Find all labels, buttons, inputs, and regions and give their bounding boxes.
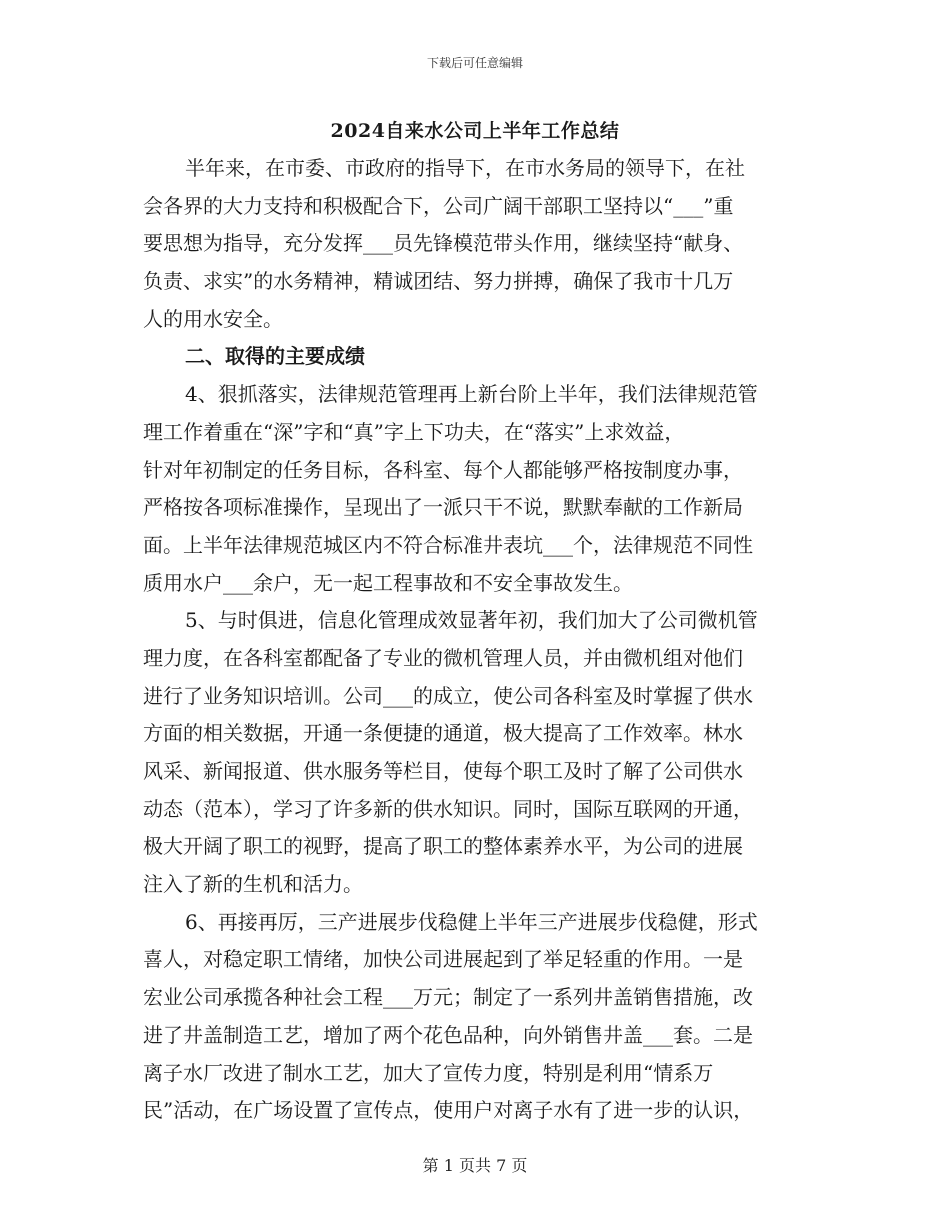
body-line: 进行了业务知识培训。公司___的成立，使公司各科室及时掌握了供水 bbox=[143, 683, 753, 708]
body-line: 离子水厂改进了制水工艺，加大了宣传力度，特别是利用“情系万 bbox=[143, 1060, 714, 1085]
body-line: 5、与时俱进，信息化管理成效显著年初，我们加大了公司微机管 bbox=[185, 608, 758, 633]
body-line: 要思想为指导，充分发挥___员先锋模范带头作用，继续坚持“献身、 bbox=[143, 231, 744, 256]
body-line: 6、再接再厉，三产进展步伐稳健上半年三产进展步伐稳健，形式 bbox=[185, 909, 758, 934]
document-body bbox=[143, 150, 807, 1130]
body-line: 4、狠抓落实，法律规范管理再上新台阶上半年，我们法律规范管 bbox=[185, 382, 758, 407]
body-line: 理力度，在各科室都配备了专业的微机管理人员，并由微机组对他们 bbox=[143, 645, 743, 670]
body-line: 严格按各项标准操作，呈现出了一派只干不说，默默奉献的工作新局 bbox=[143, 495, 743, 520]
body-line: 针对年初制定的任务目标，各科室、每个人都能够严格按制度办事， bbox=[143, 457, 743, 482]
page-number: 第 1 页共 7 页 bbox=[422, 1156, 528, 1175]
document-title: 2024自来水公司上半年工作总结 bbox=[330, 120, 620, 142]
body-line: 极大开阔了职工的视野，提高了职工的整体素养水平，为公司的进展 bbox=[143, 834, 743, 859]
body-line: 喜人，对稳定职工情绪，加快公司进展起到了举足轻重的作用。一是 bbox=[143, 947, 743, 972]
header-note: 下载后可任意编辑 bbox=[426, 56, 523, 70]
body-line: 理工作着重在“深”字和“真”字上下功夫，在“落实”上求效益， bbox=[143, 419, 685, 444]
body-line: 负责、求实”的水务精神，精诚团结、努力拼搏，确保了我市十几万 bbox=[143, 269, 734, 294]
body-line: 质用水户___余户，无一起工程事故和不安全事故发生。 bbox=[143, 570, 633, 595]
body-line: 注入了新的生机和活力。 bbox=[143, 872, 363, 897]
section-heading: 二、取得的主要成绩 bbox=[185, 344, 365, 369]
body-line: 进了井盖制造工艺，增加了两个花色品种，向外销售井盖___套。二是 bbox=[143, 1022, 753, 1047]
body-line: 人的用水安全。 bbox=[143, 306, 283, 331]
body-line: 半年来，在市委、市政府的指导下，在市水务局的领导下，在社 bbox=[185, 156, 745, 180]
body-line: 面。上半年法律规范城区内不符合标准井表坑___个，法律规范不同性 bbox=[143, 532, 753, 557]
body-line: 动态（范本），学习了许多新的供水知识。同时，国际互联网的开通， bbox=[143, 796, 753, 821]
body-line: 风采、新闻报道、供水服务等栏目，使每个职工及时了解了公司供水 bbox=[143, 759, 743, 783]
body-line: 民”活动，在广场设置了宣传点，使用户对离子水有了进一步的认识， bbox=[143, 1098, 754, 1123]
body-line: 宏业公司承揽各种社会工程___万元；制定了一系列井盖销售措施，改 bbox=[143, 985, 753, 1010]
body-line: 会各界的大力支持和积极配合下，公司广阔干部职工坚持以“___”重 bbox=[143, 193, 734, 218]
body-line: 方面的相关数据，开通一条便捷的通道，极大提高了工作效率。林水 bbox=[143, 721, 743, 746]
